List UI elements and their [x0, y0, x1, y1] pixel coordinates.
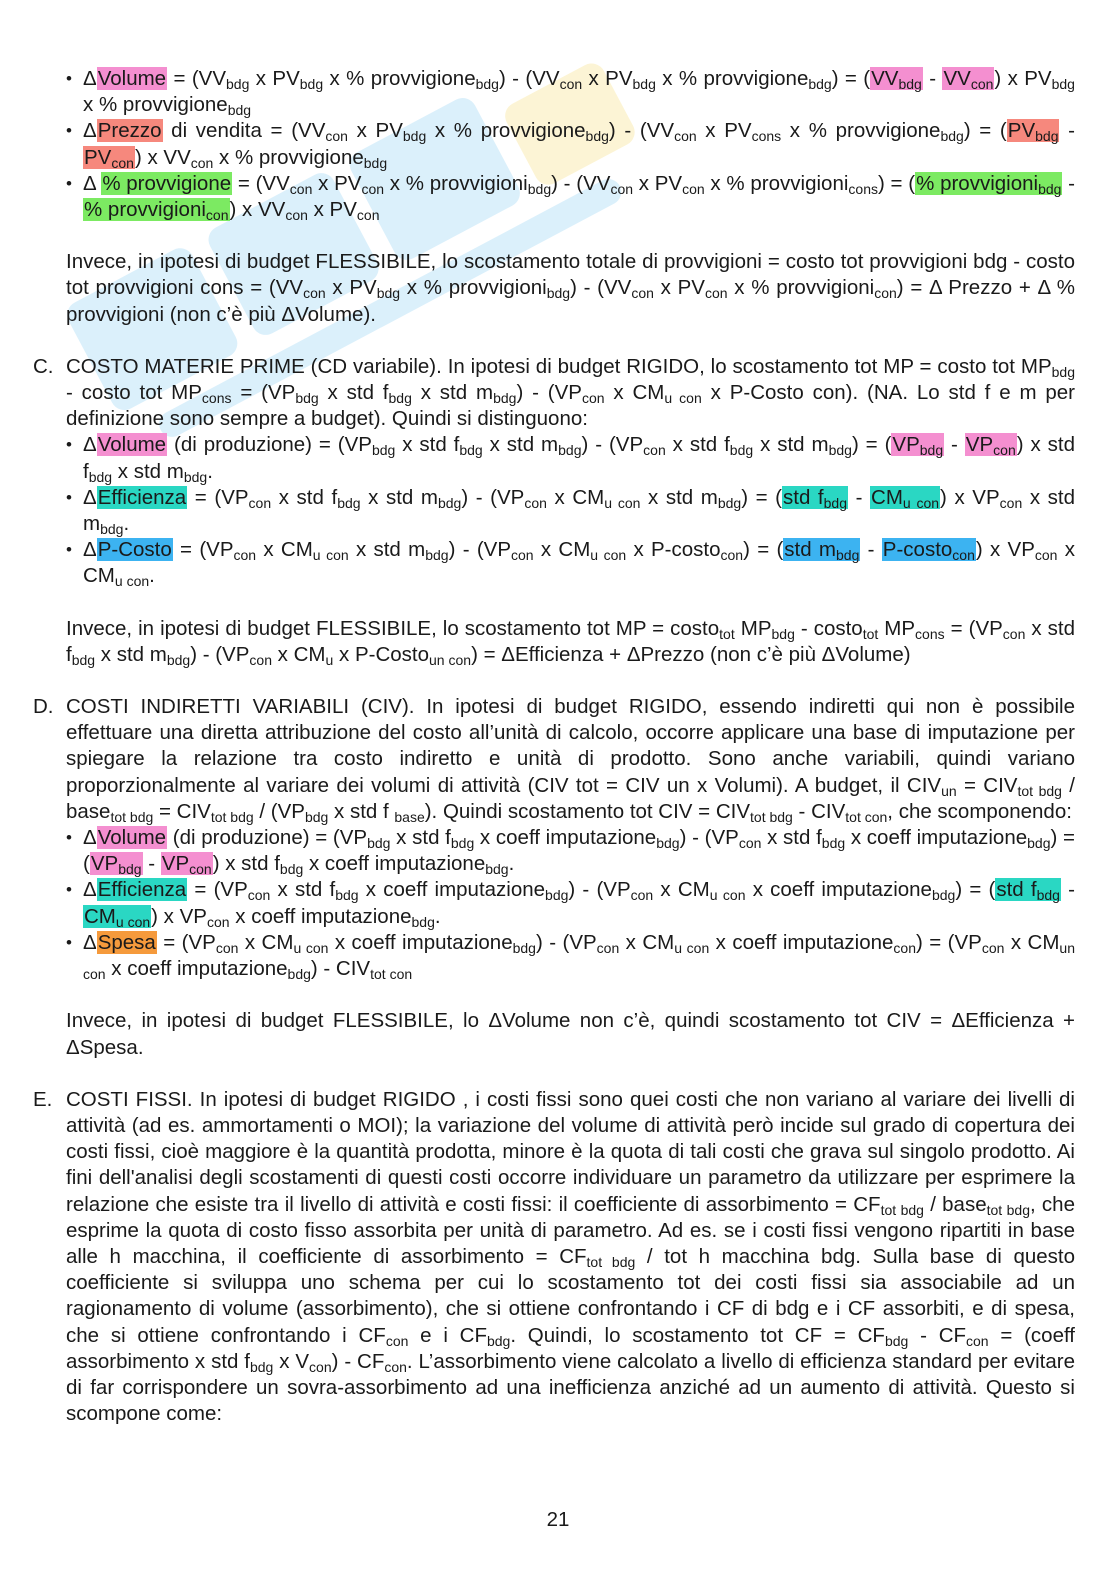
section-label-c: C. [33, 354, 54, 378]
paragraph-flessibile-civ: Invece, in ipotesi di budget FLESSIBILE, lo ΔVolume non c’è, quindi scostamento tot CIV = ΔEfficienza + ΔSpesa. [66, 1009, 1075, 1059]
section-e-body: COSTI FISSI. In ipotesi di budget RIGIDO , i costi fissi sono quei costi che non variano al variare dei livelli di attività (ad es. ammortamenti o MOI); la variazione del volume di attività però incide sul grado di copertura dei costi fissi, cioè maggiore è la quantità prodotta, minore è la quota di tali costi che grava sul singolo prodotto. Ai fini dell'analisi degli scostamenti di questi costi occorre individuare un parametro da utilizzare per esprimere la relazione che esiste tra il livello di attività e costi fissi: il coefficiente di assorbimento = $CF_{tot bdg}$ / base$_{tot bdg}$, che esprime la quota di costo fisso assorbita per unità di parametro. Ad es. se i costi fissi vengono ripartiti in base alle h macchina, il coefficiente di assorbimento = $CF_{tot bdg}$ / tot h macchina bdg. Sulla base di questo coefficiente si sviluppa uno schema per cui lo scostamento tot dei costi fissi sia associabile ad un ragionamento di volume (assorbimento), che si ottiene confrontando i CF di bdg e i CF assorbiti, e di spesa, che si ottiene confrontando i $CF_{con}$ e i $CF_{bdg}$. Quindi, lo scostamento tot CF = $CF_{bdg} - CF_{con}$ = (coeff assorbimento x std $f_{bdg}$ x $V_{con}) - CF_{con}$. L’assorbimento viene calcolato a livello di efficienza standard per evitare di far corrispondere un sovra-assorbimento ad una inefficienza anziché ad un aumento di attività. Questo si scompone come: [66, 1087, 1075, 1426]
bullet-spesa-civ: • ΔSpesa = ($VP_{con}$ x $CM_{u con}$ x coeff imputazione$_{bdg}$) - ($VP_{con}$ x $CM_{u con}$ x coeff imputazione$_{con}$) = ($VP_{con}$ x $CM_{un con}$ x coeff imputazione$_{bdg}$) - $CIV_{tot con}$ [66, 930, 1075, 982]
bullet-efficienza-mp: • ΔEfficienza = ($VP_{con}$ x std $f_{bdg}$ x std $m_{bdg}) - (VP_{con}$ x $CM_{u con}$ x std $m_{bdg}) = (std$ $f_{bdg} - CM_{u con}$) x $VP_{con}$ x std $m_{bdg}$. [66, 485, 1075, 537]
bullet-volume-provvigioni: • ΔVolume = ($VV_{bdg}$ x $PV_{bdg}$ x % provvigione$_{bdg}$) - ($VV_{con}$ x $PV_{bdg}$ x % provvigione$_{bdg}$) = $(VV_{bdg} - VV_{con})$ x $PV_{bdg}$ x % provvigione$_{bdg}$ [66, 66, 1075, 118]
section-c-intro: COSTO MATERIE PRIME (CD variabile). In ipotesi di budget RIGIDO, lo scostamento tot MP = costo tot $MP_{bdg}$ - costo tot $MP_{cons} = (VP_{bdg}$ x std $f_{bdg}$ x std $m_{bdg}) - (VP_{con}$ x $CM_{u con}$ x P-Costo con). (NA. Lo std f e m per definizione sono sempre a budget). Quindi si distinguono: [66, 354, 1076, 431]
section-label-e: E. [33, 1087, 53, 1111]
bullet-volume-produzione-civ: • ΔVolume (di produzione) = ($VP_{bdg}$ x std $f_{bdg}$ x coeff imputazione$_{bdg}$) - ($VP_{con}$ x std $f_{bdg}$ x coeff imputazione$_{bdg}$) = $(VP_{bdg} - VP_{con})$ x std $f_{bdg}$ x coeff imputazione$_{bdg}$. [66, 825, 1075, 877]
section-e-costi-fissi [33, 1087, 1075, 1428]
section-d-civ [33, 694, 1076, 1061]
paragraph-flessibile-mp: Invece, in ipotesi di budget FLESSIBILE, lo scostamento tot MP = costo$_{tot}$ $MP_{bdg}$ - costo$_{tot}$ $MP_{cons} = (VP_{con}$ x std $f_{bdg}$ x std $m_{bdg}) - (VP_{con}$ x $CM_u$ x P-Costo$_{un con}$) = ΔEfficienza + ΔPrezzo (non c’è più ΔVolume) [66, 616, 1075, 668]
bullet-efficienza-civ: • ΔEfficienza = ($VP_{con}$ x std $f_{bdg}$ x coeff imputazione$_{bdg}$) - ($VP_{con}$ x $CM_{u con}$ x coeff imputazione$_{bdg}$) = (std $f_{bdg} - CM_{u con}$) x $VP_{con}$ x coeff imputazione$_{bdg}$. [66, 877, 1075, 929]
section-label-d: D. [33, 695, 54, 719]
document-body [33, 66, 1076, 1427]
bullet-p-costo-mp: • ΔP-Costo = ($VP_{con}$ x $CM_{u con}$ x std $m_{bdg}) - (VP_{con}$ x $CM_{u con}$ x P-costo$_{con}$) = (std $m_{bdg}$ - P-costo$_{con}$) x $VP_{con}$ x $CM_{u con}$. [66, 537, 1075, 589]
page-number: 21 [546, 1508, 570, 1531]
bullet-volume-produzione-mp: • ΔVolume (di produzione) = ($VP_{bdg}$ x std $f_{bdg}$ x std $m_{bdg}) - (VP_{con}$ x std $f_{bdg}$ x std $m_{bdg}) = (VP_{bdg} - VP_{con})$ x std $f_{bdg}$ x std $m_{bdg}$. [66, 432, 1075, 484]
bullet-prezzo-vendita: • ΔPrezzo di vendita = ($VV_{con}$ x $PV_{bdg}$ x % provvigione$_{bdg}$) - ($VV_{con}$ x $PV_{cons}$ x % provvigione$_{bdg}$) = $(PV_{bdg} - PV_{con})$ x $VV_{con}$ x % provvigione$_{bdg}$ [66, 118, 1075, 170]
section-c-materie-prime [33, 354, 1076, 668]
section-d-intro: COSTI INDIRETTI VARIABILI (CIV). In ipotesi di budget RIGIDO, essendo indiretti qui non è possibile effettuare una diretta attribuzione del costo all’unità di calcolo, occorre applicare una base di imputazione per spiegare la relazione tra costo indiretto e unità di prodotto. Sono anche variabili, quindi variano proporzionalmente al variare dei volumi di attività (CIV tot = CIV un x Volumi). A budget, il $CIV_{un} = CIV_{tot bdg}$ / base$_{tot bdg}$ = $CIV_{tot bdg} / (VP_{bdg}$ x std f $_{base}$). Quindi scostamento tot CIV = $CIV_{tot bdg} - CIV_{tot con}$, che scomponendo: [66, 695, 1075, 825]
paragraph-flessibile-provvigioni: Invece, in ipotesi di budget FLESSIBILE, lo scostamento totale di provvigioni = costo tot provvigioni bdg - costo tot provvigioni cons = ($VV_{con}$ x $PV_{bdg}$ x % provvigioni$_{bdg}$) - ($VV_{con}$ x $PV_{con}$ x % provvigioni$_{con}$) = Δ Prezzo + Δ % provvigioni (non c’è più ΔVolume). [66, 250, 1076, 326]
bullet-percent-provvigione: • Δ % provvigione = ($VV_{con}$ x $PV_{con}$ x % provvigioni$_{bdg}$) - ($VV_{con}$ x $PV_{con}$ x % provvigioni$_{cons}$) = (% provvigioni$_{bdg}$ - % provvigioni$_{con}$) x $VV_{con}$ x $PV_{con}$ [66, 171, 1075, 223]
